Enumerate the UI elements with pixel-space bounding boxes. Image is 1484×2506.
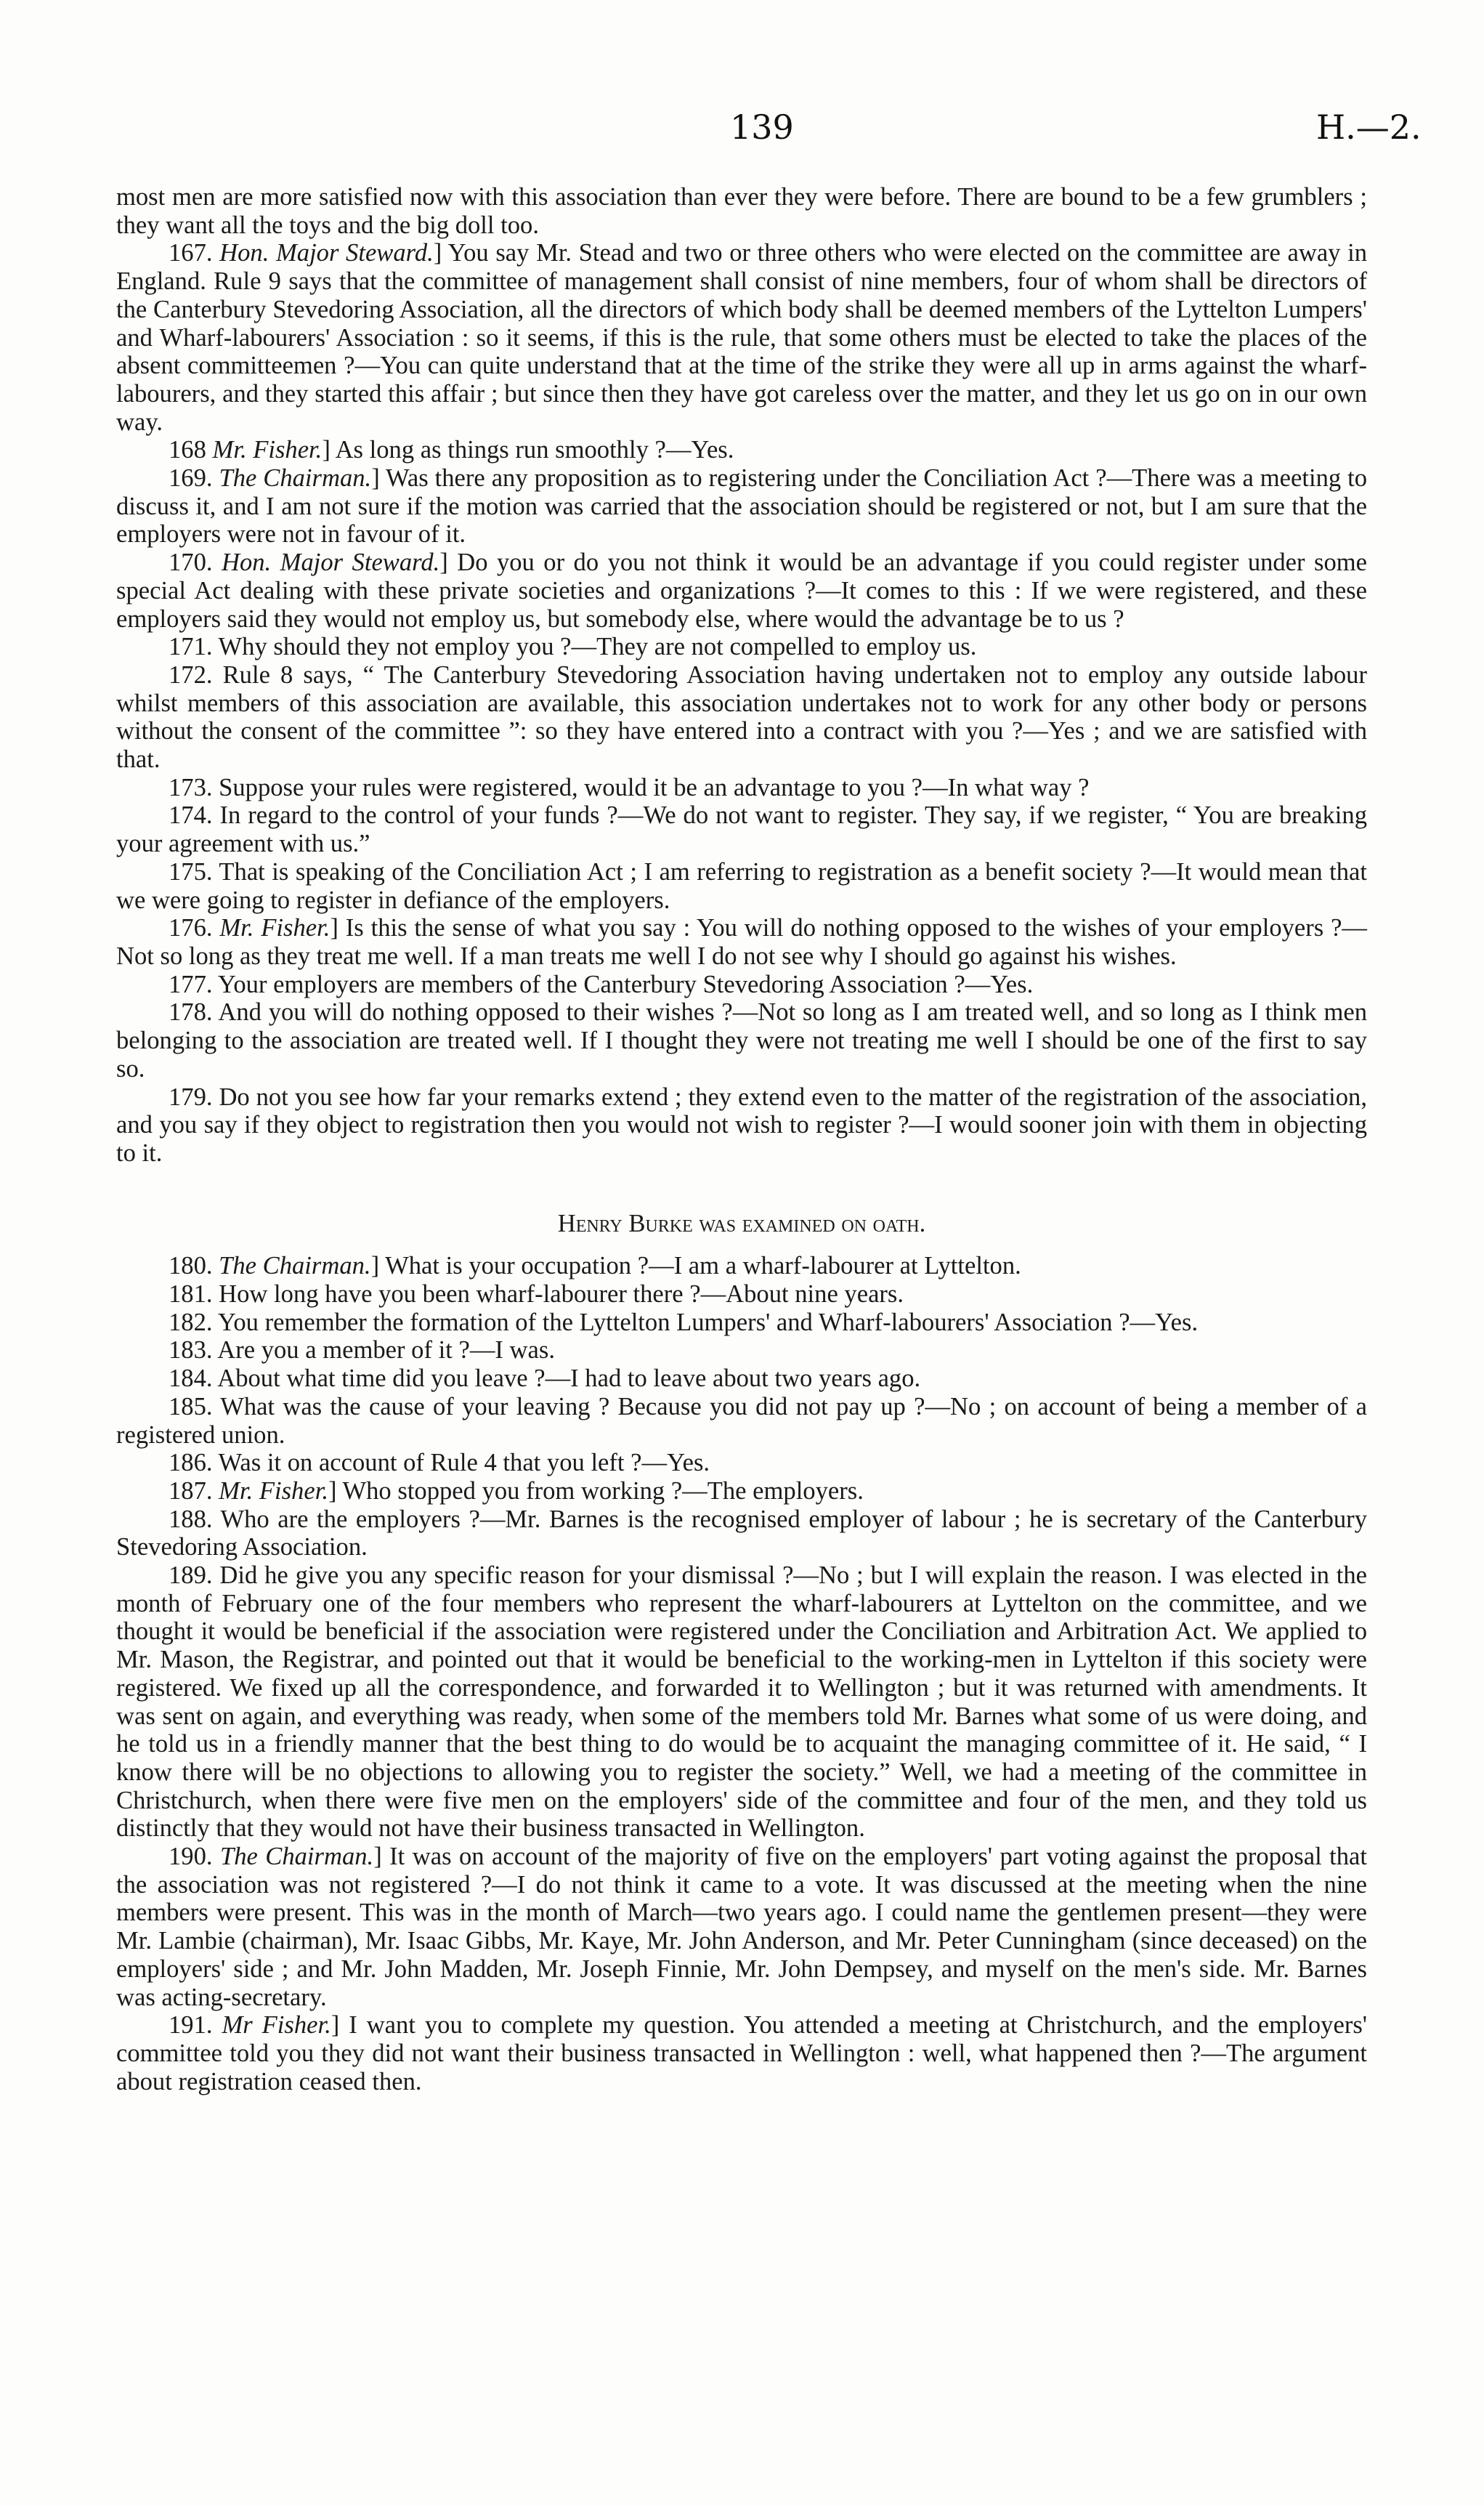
testimony-paragraph bbox=[116, 2011, 1367, 2095]
paragraph-text: Why should they not employ you ?—They are not compelled to employ us. bbox=[218, 633, 977, 661]
testimony-paragraph bbox=[116, 1477, 1367, 1505]
question-number: 170. bbox=[169, 549, 222, 577]
paragraph-text: ] Was there any proposition as to registering under the Conciliation Act ?—There was a meeting to discuss it, and I am not sure if the motion was carried that the association should be registered or not, but I am sure that the employers were not in favour of it. bbox=[116, 464, 1367, 549]
question-number: 173. bbox=[169, 773, 219, 801]
paragraph-text: You remember the formation of the Lyttelton Lumpers' and Wharf-labourers' Association ?—Yes. bbox=[217, 1308, 1199, 1336]
testimony-paragraph bbox=[116, 914, 1367, 970]
paragraph-text: About what time did you leave ?—I had to leave about two years ago. bbox=[217, 1365, 921, 1393]
testimony-paragraph bbox=[116, 1393, 1367, 1449]
question-number: 184. bbox=[169, 1365, 218, 1393]
paragraph-text: In regard to the control of your funds ?—We do not want to register. They say, if we register, “ You are breaking your agreement with us.” bbox=[116, 801, 1367, 858]
testimony-paragraph bbox=[116, 633, 1367, 661]
testimony-paragraph bbox=[116, 1365, 1367, 1393]
question-number: 179. bbox=[169, 1083, 219, 1111]
question-number: 185. bbox=[169, 1392, 221, 1420]
testimony-paragraph bbox=[116, 1280, 1367, 1309]
paragraph-text: Are you a member of it ?—I was. bbox=[217, 1336, 555, 1365]
testimony-paragraph bbox=[116, 1505, 1367, 1561]
speaker-name: Mr. Fisher. bbox=[219, 1476, 328, 1505]
testimony-paragraph bbox=[116, 183, 1367, 239]
document-reference: H.—2. bbox=[1316, 108, 1422, 147]
testimony-paragraph bbox=[116, 1561, 1367, 1843]
testimony-paragraph bbox=[116, 436, 1367, 464]
page-body bbox=[116, 183, 1367, 2095]
testimony-paragraph bbox=[116, 971, 1367, 999]
witness-heading: Henry Burke was examined on oath. bbox=[557, 1209, 926, 1237]
speaker-name: Hon. Major Steward. bbox=[221, 549, 440, 577]
testimony-paragraph bbox=[116, 549, 1367, 633]
question-number: 178. bbox=[169, 998, 219, 1027]
paragraph-text: And you will do nothing opposed to their wishes ?—Not so long as I am treated well, and so long as I think men belonging to the association are treated well. If I thought they were not treating me well I should be one of the first to say so. bbox=[116, 998, 1368, 1083]
testimony-paragraph bbox=[116, 464, 1367, 549]
speaker-name: The Chairman. bbox=[219, 464, 372, 493]
question-number: 175. bbox=[169, 857, 219, 886]
question-number: 183. bbox=[169, 1336, 218, 1365]
question-number: 187. bbox=[169, 1476, 219, 1505]
paragraph-text: Your employers are members of the Canterbury Stevedoring Association ?—Yes. bbox=[217, 970, 1034, 998]
question-number: 180. bbox=[169, 1252, 219, 1280]
speaker-name: The Chairman. bbox=[219, 1843, 374, 1871]
speaker-name: Mr. Fisher. bbox=[212, 436, 323, 464]
testimony-paragraph bbox=[116, 661, 1367, 774]
paragraph-text: ] I want you to complete my question. You attended a meeting at Christchurch, and the employers' committee told you they did not want their business transacted in Wellington : well, what happened then ?—The argument about registration ceased then. bbox=[116, 2011, 1368, 2095]
testimony-paragraph bbox=[116, 1336, 1367, 1365]
paragraph-text: Suppose your rules were registered, would it be an advantage to you ?—In what way ? bbox=[219, 773, 1090, 801]
question-number: 189. bbox=[169, 1561, 220, 1590]
testimony-paragraph bbox=[116, 1449, 1367, 1477]
question-number: 188. bbox=[169, 1505, 221, 1533]
testimony-paragraph bbox=[116, 774, 1367, 802]
question-number: 177. bbox=[169, 970, 218, 998]
speaker-name: Hon. Major Steward. bbox=[219, 239, 434, 267]
question-number: 167. bbox=[169, 239, 220, 267]
paragraph-text: ] It was on account of the majority of five on the employers' part voting against the proposal that the association was not registered ?—I do not think it came to a vote. It was discussed at the meeting when the nine members were present. This was in the month of March—two years ago. I could name the gentlemen present—they were Mr. Lambie (chairman), Mr. Isaac Gibbs, Mr. Kaye, Mr. John Anderson, and Mr. Peter Cunningham (since deceased) on the employers' side ; and Mr. John Madden, Mr. Joseph Finnie, Mr. John Dempsey, and myself on the men's side. Mr. Barnes was acting-secretary. bbox=[116, 1843, 1367, 2011]
paragraph-text: ] Do you or do you not think it would be an advantage if you could register under some special Act dealing with these private societies and organizations ?—It comes to this : If we were registered, and these employers said they would not employ us, but somebody else, where would the advantage be to us ? bbox=[116, 549, 1367, 633]
speaker-name: Mr. Fisher. bbox=[219, 914, 331, 942]
speaker-name: The Chairman. bbox=[219, 1252, 371, 1280]
paragraph-text: ] As long as things run smoothly ?—Yes. bbox=[322, 436, 734, 464]
question-number: 169. bbox=[169, 464, 219, 493]
testimony-paragraph bbox=[116, 1252, 1367, 1280]
paragraph-text: Did he give you any specific reason for your dismissal ?—No ; but I will explain the reason. I was elected in the month of February one of the four members who represent the wharf-labourers at Lyttelton on the committee, and we thought it would be beneficial if the association were registered under the Conciliation and Arbitration Act. We applied to Mr. Mason, the Registrar, and pointed out that it would be beneficial to the working-men in Lyttelton if this society were registered. We fixed up all the correspondence, and forwarded it to Wellington ; but it was returned with amendments. It was sent on again, and everything was ready, when some of the members told Mr. Barnes what some of us were doing, and he told us in a friendly manner that the best thing to do would be to acquaint the managing committee of it. He said, “ I know there will be no objections to allowing you to register the society.” Well, we had a meeting of the committee in Christchurch, when there were five men on the employers' side of the committee and four of the men, and they told us distinctly that they would not have their business transacted in Wellington. bbox=[116, 1561, 1367, 1843]
testimony-paragraph bbox=[116, 239, 1367, 436]
testimony-paragraph bbox=[116, 801, 1367, 857]
question-number: 171. bbox=[169, 633, 219, 661]
paragraph-text: What was the cause of your leaving ? Because you did not pay up ?—No ; on account of being a member of a registered union. bbox=[116, 1392, 1367, 1449]
question-number: 181. bbox=[169, 1280, 219, 1309]
paragraph-text: Who are the employers ?—Mr. Barnes is the recognised employer of labour ; he is secretary of the Canterbury Stevedoring Association. bbox=[116, 1505, 1367, 1561]
question-number: 182. bbox=[169, 1308, 218, 1336]
paragraph-text: ] You say Mr. Stead and two or three others who were elected on the committee are away in England. Rule 9 says that the committee of management shall consist of nine members, four of whom shall be directors of the Canterbury Stevedoring Association, all the directors of which body shall be deemed members of the Lyttelton Lumpers' and Wharf-labourers' Association : so it seems, if this is the rule, that some others must be elected to take the places of the absent committeemen ?—You can quite understand that at the time of the strike they were all up in arms against the wharf-labourers, and they started this affair ; but since then they have got careless over the matter, and they let us go on in our own way. bbox=[116, 239, 1367, 436]
testimony-section-1 bbox=[116, 183, 1367, 1168]
question-number: 176. bbox=[169, 914, 220, 942]
testimony-paragraph bbox=[116, 1309, 1367, 1337]
paragraph-text: ] Who stopped you from working ?—The employers. bbox=[328, 1476, 864, 1505]
paragraph-text: ] What is your occupation ?—I am a wharf-labourer at Lyttelton. bbox=[370, 1252, 1021, 1280]
paragraph-text: Was it on account of Rule 4 that you left ?—Yes. bbox=[218, 1449, 710, 1477]
paragraph-text: That is speaking of the Conciliation Act ; I am referring to registration as a benefit society ?—It would mean that we were going to register in defiance of the employers. bbox=[116, 857, 1367, 914]
question-number: 168 bbox=[169, 436, 213, 464]
question-number: 172. bbox=[169, 660, 223, 689]
question-number: 174. bbox=[169, 801, 220, 830]
question-number: 190. bbox=[169, 1843, 220, 1871]
testimony-paragraph bbox=[116, 998, 1367, 1083]
question-number: 191. bbox=[169, 2011, 222, 2040]
speaker-name: Mr Fisher. bbox=[222, 2011, 331, 2040]
testimony-section-2 bbox=[116, 1252, 1367, 2095]
paragraph-text: Rule 8 says, “ The Canterbury Stevedoring Association having undertaken not to employ any outside labour whilst members of this association are available, this association undertakes not to work for any other body or persons without the consent of the committee ”: so they have entered into a contract with you ?—Yes ; and we are satisfied with that. bbox=[116, 660, 1367, 774]
paragraph-text: ] Is this the sense of what you say : You will do nothing opposed to the wishes of your employers ?—Not so long as they treat me well. If a man treats me well I do not see why I should go against his wishes. bbox=[116, 914, 1368, 970]
paragraph-text: most men are more satisfied now with this association than ever they were before. There are bound to be a few grumblers ; they want all the toys and the big doll too. bbox=[116, 183, 1367, 239]
testimony-paragraph bbox=[116, 858, 1367, 914]
testimony-paragraph bbox=[116, 1843, 1367, 2011]
page-number: 139 bbox=[730, 108, 794, 147]
question-number: 186. bbox=[169, 1449, 219, 1477]
testimony-paragraph bbox=[116, 1083, 1367, 1168]
paragraph-text: Do not you see how far your remarks extend ; they extend even to the matter of the registration of the association, and you say if they object to registration then you would not wish to register ?—I would sooner join with them in objecting to it. bbox=[116, 1083, 1367, 1167]
paragraph-text: How long have you been wharf-labourer there ?—About nine years. bbox=[219, 1280, 904, 1309]
